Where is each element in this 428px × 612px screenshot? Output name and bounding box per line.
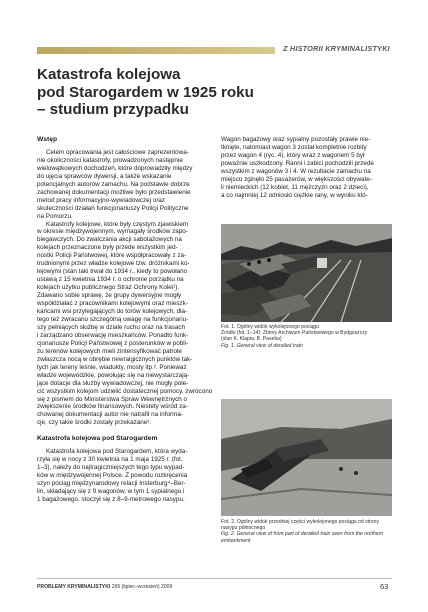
text-line: się z pismem do Ministerstwa Spraw Wewnętrznych o	[37, 395, 188, 403]
footer-rule	[37, 578, 392, 579]
text-line: a co najmniej 12 odniosło ciężkie rany, w wyniku któ-	[221, 191, 368, 199]
title-line: Katastrofa kolejowa	[37, 66, 181, 83]
text-line: tknięte, natomiast wagon 3 został kompletnie rozbity	[221, 143, 367, 151]
text-line: trudnionymi przez władze kolejowe tzw. dróżnikami ko-	[37, 260, 190, 268]
caption-english: Fig. 1. General view of derailed train	[221, 342, 303, 349]
text-line: współdziałać z pracownikami kolejowymi oraz mieszk-	[37, 300, 188, 308]
text-line: zachowanej dokumentacji możliwe było przedstawienie	[37, 188, 191, 196]
text-line: Katastrofa kolejowa pod Starogardem, która wyda-	[46, 448, 188, 456]
text-line: na Pomorzu.	[37, 212, 73, 220]
text-line: tych jak tereny leśnie, wiadukty, mosty itp.². Ponieważ	[37, 363, 187, 371]
text-line: nie okoliczności katastrofy, prowadzonych następnie	[37, 156, 183, 164]
header-accent-bar	[37, 47, 275, 54]
footer-journal	[37, 584, 172, 590]
figure-caption-1	[221, 324, 367, 349]
text-line: szyn pociąg międzynarodowy relacji Insterburg⁴–Ber-	[37, 480, 186, 488]
text-line: do ujęcia sprawców dywersji, a także wskazanie	[37, 172, 172, 180]
text-line: Celem opracowania jest całościowe zaprezentowa-	[46, 148, 189, 156]
paragraph-continuation	[221, 136, 392, 200]
text-line: przez wagon 4 (ryc. 4), który wraz z wagonem 5 był	[221, 151, 365, 159]
text-line: ków w międzywojennej Polsce. Z powodu rozkręcenia	[37, 472, 188, 480]
text-line: szy pełniących służbę w dziale ruchu oraz na trasach	[37, 323, 186, 331]
text-line: władze wojewódzkie, powołując się na niewystarczają-	[37, 371, 190, 379]
text-line: poważnie uszkodzony. Ranni i zabici pochodzili przede	[221, 159, 374, 167]
text-line: chowanej dokumentacji autor nie natrafił na informa-	[37, 411, 183, 419]
text-line: ustawą z 15 kwietnia 1934 r. o ochronie porządku na	[37, 276, 184, 284]
caption-line: (slan K. Klapia, B. Paseka)	[221, 336, 282, 343]
caption-english: Fig. 2. General view of front part of derailed train seen from the northern	[221, 531, 384, 538]
article-title	[37, 66, 262, 119]
title-line: pod Starogardem w 1925 roku	[37, 83, 254, 101]
text-line: w okresie międzywojennym, wymagały środków zapo-	[37, 228, 188, 236]
text-line: kolejach użytku publicznego Straż Ochrony Kolei¹).	[37, 284, 180, 292]
text-line: jące dotacje dla służby wywiadowczej, nie mogły pole-	[37, 379, 189, 387]
journal-issue: 265 (lipiec–wrzesień) 2009	[111, 584, 173, 590]
text-line: metod pracy informacyjno-wywiadowczej oraz	[37, 196, 166, 204]
text-line: wielowątkowych dochodzeń, które doprowadziły między	[37, 164, 193, 172]
left-column	[37, 136, 213, 504]
text-line: lejowymi (stan taki trwał do 1934 r., kiedy to powołano	[37, 268, 188, 276]
text-line: wszystkim z wagonów 3 i 4. W rezultacie zamachu na	[221, 167, 371, 175]
page-number: 63	[380, 582, 389, 591]
figure-caption-2	[221, 519, 383, 544]
paragraph-context	[37, 221, 213, 428]
journal-name: PROBLEMY KRYMINALISTYKI	[37, 584, 111, 590]
caption-line: Fot. 1. Ogólny widok wykolejonego pociągu	[221, 324, 319, 330]
section-label: Z HISTORII KRYMINALISTYKI	[283, 44, 390, 53]
section-heading-catastrophe: Katastrofa kolejowa pod Starogardem	[37, 435, 158, 443]
text-line: miejscu zginęło 25 pasażerów, w większości obywate-	[221, 175, 372, 183]
text-line: lin, składający się z 9 wagonów, w tym 1 sypialnego i	[37, 488, 185, 496]
text-line: cjonariusze Policji Państwowej z posterunków w pobli-	[37, 339, 189, 347]
caption-line: Źródło (fot. 1–14): Zbiory Archiwum Państwowego w Bydgoszczy	[221, 330, 368, 337]
text-line: rzyła się w nocy z 30 kwietnia na 1 maja 1925 r. (fot.	[37, 456, 183, 464]
text-line: zwłaszcza nocą w obrębie newralgicznych punktów tak-	[37, 355, 193, 363]
text-line: cić wszystkim kolejom udzielić dostatecznej pomocy, zwrócono	[37, 387, 213, 395]
paragraph-catastrophe	[37, 448, 213, 504]
text-line: li niemieckich (12 kobiet, 11 mężczyzn oraz 2 dzieci),	[221, 183, 369, 191]
text-line: 1 bagażowego, stoczył się z 8–9-metrowego nasypu.	[37, 495, 185, 503]
text-line: i zarządzano obserwację mieszkańców. Ponadto funk-	[37, 331, 189, 339]
text-line: tego też zwracano szczególną uwagę na funkcjonariu-	[37, 315, 189, 323]
text-line: potencjalnych autorów zamachu. Na podstawie dobrze	[37, 180, 190, 188]
photo-front-of-train	[221, 399, 392, 516]
text-line: zwiększenie środków finansowych. Niestety wśród za-	[37, 403, 188, 411]
caption-english: embankment	[221, 537, 251, 544]
caption-line: Fot. 2. Ogólny widok przedniej części wykolejonego pociągu od strony	[221, 519, 379, 525]
text-line: Katastrofy kolejowe, które były częstym zjawiskiem	[46, 220, 189, 228]
photo-derailed-train	[221, 224, 392, 322]
caption-line: nasypu północnego	[221, 525, 266, 532]
section-heading-intro: Wstęp	[37, 136, 58, 143]
title-line: – studium przypadku	[37, 101, 189, 118]
text-line: skuteczności działań funkcjonariuszy Policji Polityczne	[37, 204, 189, 212]
text-line: Wagon bagażowy oraz sypialny pozostały prawie nie-	[221, 136, 371, 143]
text-line: cje, czy takie środki zostały przekazane³.	[37, 419, 152, 427]
right-column	[221, 136, 392, 200]
paragraph-intro	[37, 149, 213, 221]
text-line: kolejach przeznaczone były przede wszystkim jed-	[37, 244, 178, 252]
text-line: 1–3), należy do najtragiczniejszych tego typu wypad-	[37, 464, 185, 472]
text-line: kańcami wsi przylegających do torów kolejowych, dla-	[37, 308, 188, 316]
text-line: Zdawano sobie sprawę, że grupy dywersyjne mogły	[37, 292, 182, 300]
text-line: żu terenów kolejowych mieli zintensyfikować patrole	[37, 347, 182, 355]
text-line: nostki Policji Państwowej, które współpracowały z za-	[37, 252, 187, 260]
text-line: biegawczych. Do zwalczania akcji sabotażowych na	[37, 236, 182, 244]
